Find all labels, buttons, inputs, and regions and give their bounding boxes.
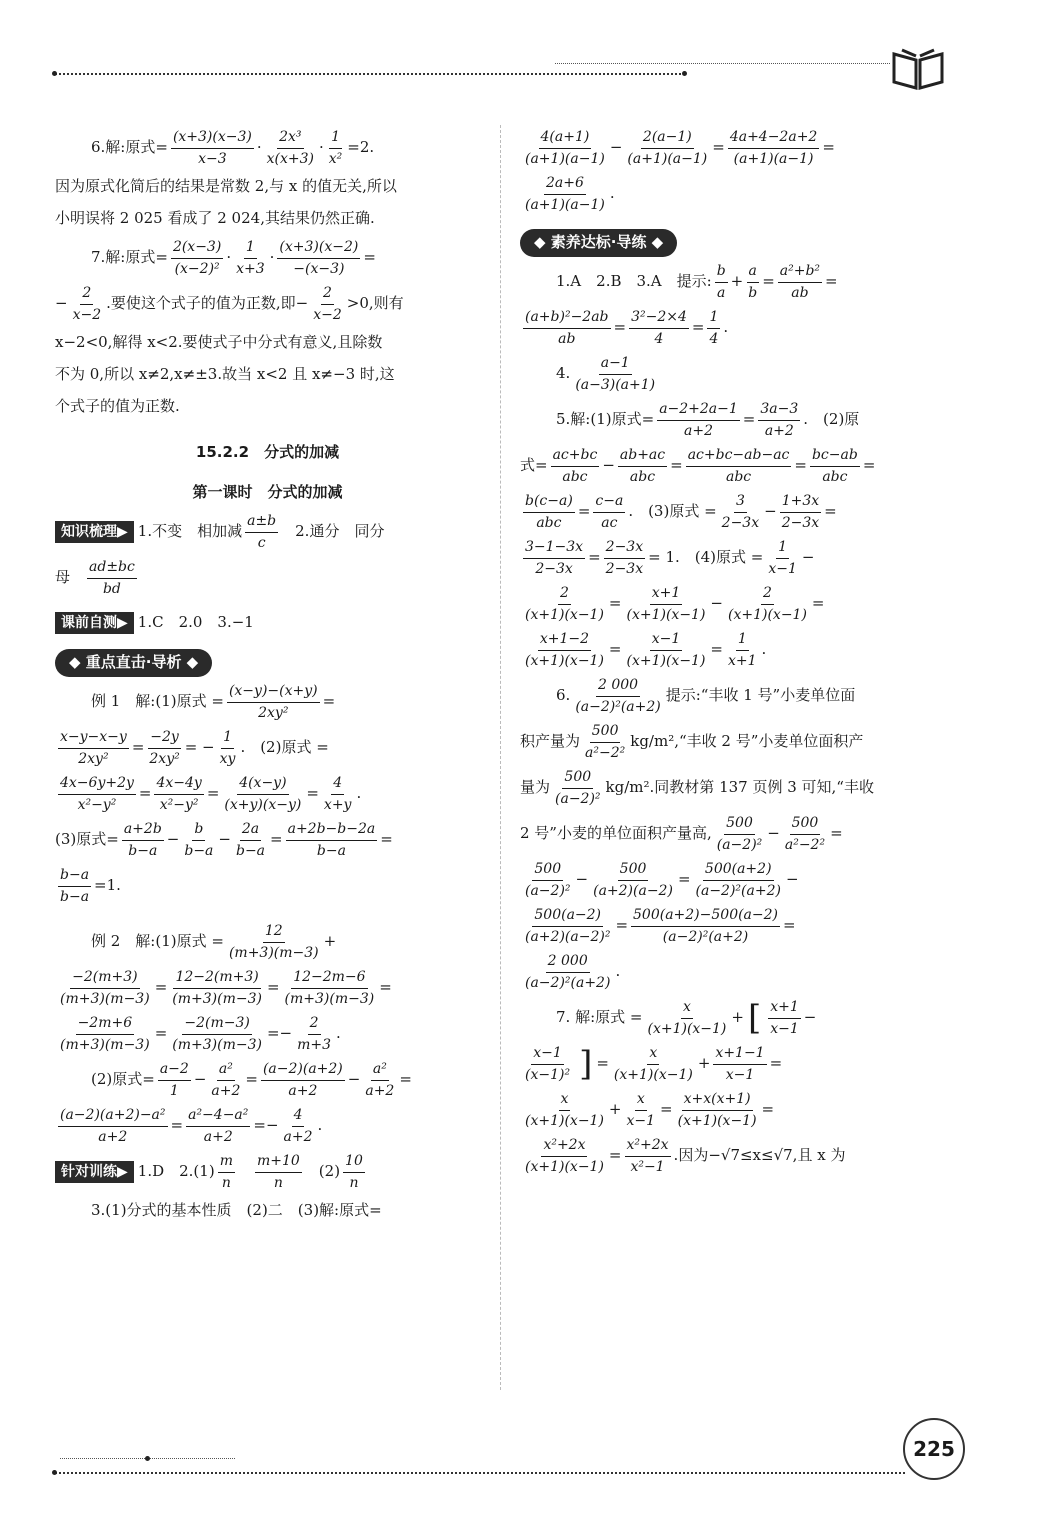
training-1: 1.D 2.(1) [137, 1162, 215, 1181]
s1-frac5: $\frac{\text{3²−2×4}}{4}$ [631, 309, 687, 347]
ex1-label: 例 1 解:(1)原式 = [91, 692, 224, 711]
s5-frac9: $\frac{3}{2-3x}$ [721, 493, 760, 531]
ex1-line5 [55, 863, 480, 909]
s1-frac1: $\frac{b}{a}$ [716, 263, 726, 301]
s7-line4: $\frac{\text{x²+2x}}{(x+1)(x-1)}$ = $\frac{\text{x²+2x}}{\text{x²−1}}$ .因为−√7≤x≤√7,且 x 为 [525, 1137, 846, 1175]
knowledge-frac2: $\frac{ad\pm bc}{bd}$ [89, 559, 135, 597]
training-line1 [55, 1149, 480, 1195]
s6-frac8: $\frac{500(a+2)}{\text{(a−2)²(a+2)}}$ [695, 861, 781, 899]
s7-frac3: $\frac{x-1}{\text{(x−1)²}}$ [525, 1045, 571, 1083]
s5-line6: $\frac{x+1-2}{(x+1)(x-1)}$ = $\frac{x-1}{(x+1)(x-1)}$ = $\frac{1}{x+1}$ . [525, 631, 767, 669]
ex1-frac11: $\frac{2a}{b-a}$ [235, 821, 266, 859]
s7-line1: 7. 解:原式 = $\frac{x}{(x+1)(x-1)}$ + [ $\frac{x+1}{x-1}$ − [520, 995, 945, 1041]
q7-text-b: >0,则有 [346, 294, 404, 313]
ex2-line1: 例 2 解:(1)原式 = $\frac{12}{(m+3)(m-3)}$ + [91, 923, 337, 961]
s5-frac12: $\frac{2-3x}{2-3x}$ [605, 539, 644, 577]
tag-knowledge: 知识梳理▶ [55, 521, 134, 543]
s6-frac6: $\frac{500}{\text{(a−2)²}}$ [525, 861, 571, 899]
q7-text5: 个式子的值为正数. [55, 397, 180, 416]
ex1-line2: $\frac{x-y-x-y}{\text{2xy²}}$ = $\frac{-2y}{\text{2xy²}}$ = − $\frac{1}{xy}$ . (2)原式 = [60, 729, 329, 767]
s6-line2 [520, 719, 945, 765]
ex2-frac4: $\frac{12-2m-6}{(m+3)(m-3)}$ [284, 969, 375, 1007]
ex1-frac1: $\frac{(x-y)-(x+y)}{\text{2xy²}}$ [228, 683, 318, 721]
s7-line3: $\frac{x}{(x+1)(x-1)}$ + $\frac{x}{x-1}$ = $\frac{x+x(x+1)}{(x+1)(x-1)}$ = [525, 1091, 775, 1129]
s5-line1: 5.解:(1)原式= $\frac{a-2+2a-1}{a+2}$ = $\frac{3a-3}{a+2}$ . (2)原 [556, 401, 860, 439]
knowledge-1: 1.不变 相加减 [137, 522, 243, 541]
ex2-frac7: $\frac{2}{m+3}$ [297, 1015, 332, 1053]
s1-answers: 1.A 2.B 3.A 提示: [556, 272, 712, 291]
s7-frac9: $\frac{\text{x²+2x}}{(x+1)(x-1)}$ [525, 1137, 604, 1175]
ex1-frac2: $\frac{x-y-x-y}{\text{2xy²}}$ [60, 729, 127, 767]
s1-frac3: $\frac{\text{a²+b²}}{ab}$ [779, 263, 821, 301]
s5-frac7: $\frac{b(c-a)}{\text{abc}}$ [525, 493, 573, 531]
ex2-frac5: $\frac{-2m+6}{(m+3)(m-3)}$ [60, 1015, 150, 1053]
q7-frac2: $\frac{1}{x+3}$ [236, 239, 265, 277]
knowledge-frac1: $\frac{a\pm b}{c}$ [247, 513, 277, 551]
s7-frac5: $\frac{x+1-1}{x-1}$ [715, 1045, 765, 1083]
banner-focus: ◆ 重点直击·导析 ◆ [55, 649, 212, 677]
ex1-frac13: $\frac{b-a}{b-a}$ [60, 867, 90, 905]
s5-frac13: $\frac{1}{x-1}$ [768, 539, 797, 577]
ex1-frac6: $\frac{4x-4y}{\text{x²−y²}}$ [156, 775, 202, 813]
ex2-part2: (2)原式= [91, 1070, 155, 1089]
knowledge-2: 2.通分 同分 [295, 522, 385, 541]
s6-frac5: $\frac{500}{\text{a²−2²}}$ [784, 815, 826, 853]
ex1-frac9: $\frac{a+2b}{b-a}$ [123, 821, 162, 859]
s7-frac1: $\frac{x}{(x+1)(x-1)}$ [647, 999, 727, 1037]
q7-frac4: $\frac{2}{x-2}$ [72, 285, 102, 323]
q6-frac2: $\frac{\text{2x³}}{x(x+3)}$ [266, 129, 314, 167]
ex1-part2: . (2)原式 = [240, 738, 329, 757]
ex1-part3: (3)原式= [55, 830, 119, 849]
tag-training: 针对训练▶ [55, 1161, 134, 1183]
s5-frac16: $\frac{2}{(x+1)(x-1)}$ [728, 585, 807, 623]
footer-rule [55, 1472, 905, 1474]
right-bracket: ] [579, 1043, 593, 1084]
s5-line3: $\frac{b(c-a)}{\text{abc}}$ = $\frac{c-a}{ac}$ . (3)原式 = $\frac{3}{2-3x}$ − $\frac{1+3x}{2-3x}$ = [525, 493, 837, 531]
ex1-line3: $\frac{4x-6y+2y}{\text{x²−y²}}$ = $\frac{4x-4y}{\text{x²−y²}}$ = $\frac{4(x-y)}{(x+y)(x-y)}$ = $\frac{4}{x+y}$ . [60, 775, 362, 813]
s5-frac10: $\frac{1+3x}{2-3x}$ [781, 493, 820, 531]
banner-quality-row [520, 227, 945, 259]
q6-end: =2. [347, 138, 375, 157]
header-dot [682, 71, 687, 76]
s6-hint3a: 量为 [520, 778, 551, 797]
s5-frac6: $\frac{bc-ab}{\text{abc}}$ [811, 447, 858, 485]
training-2: (2) [318, 1162, 341, 1181]
ex1-line1: 例 1 解:(1)原式 = $\frac{(x-y)-(x+y)}{\text{2xy²}}$ = [91, 683, 336, 721]
q6-frac3: $\frac{1}{\text{x²}}$ [328, 129, 343, 167]
s6-frac10: $\frac{500(a+2)-500(a-2)}{\text{(a−2)²(a+2)}}$ [633, 907, 779, 945]
s6-frac2: $\frac{500}{\text{a²−2²}}$ [585, 723, 626, 761]
footer-dot [52, 1470, 57, 1475]
ex2-frac2: $\frac{-2(m+3)}{(m+3)(m-3)}$ [60, 969, 150, 1007]
s4-frac: $\frac{a-1}{(a-3)(a+1)}$ [575, 355, 656, 393]
s6-label: 6. [556, 686, 571, 705]
knowledge-line2 [55, 555, 480, 601]
s5-label: 5.解:(1)原式= [556, 410, 655, 429]
s6-line6: $\frac{500(a-2)}{\text{(a+2)(a−2)²}}$ = $\frac{500(a+2)-500(a-2)}{\text{(a−2)²(a+2)}}$ = [525, 907, 796, 945]
s1-line2: $\frac{\text{(a+b)²−2ab}}{ab}$ = $\frac{\text{3²−2×4}}{4}$ = $\frac{1}{4}$ . [525, 309, 729, 347]
s5-part2-cont: 式= [520, 456, 548, 475]
s6-hint2a: 积产量为 [520, 732, 581, 751]
ex2-frac8: $\frac{a-2}{1}$ [159, 1061, 189, 1099]
ex2-frac13: $\frac{\text{a²−4−a²}}{a+2}$ [188, 1107, 249, 1145]
s7-text: .因为−√7≤x≤√7,且 x 为 [673, 1146, 846, 1165]
ex2-frac11: $\frac{\text{a²}}{a+2}$ [365, 1061, 395, 1099]
s5-frac1: $\frac{a-2+2a-1}{a+2}$ [659, 401, 738, 439]
ex2-frac1: $\frac{12}{(m+3)(m-3)}$ [228, 923, 319, 961]
s6-frac3: $\frac{500}{\text{(a−2)²}}$ [555, 769, 601, 807]
footer-dot [145, 1456, 150, 1461]
s5-frac2: $\frac{3a-3}{a+2}$ [760, 401, 799, 439]
header-rule-right [555, 63, 890, 64]
q7-text4: 不为 0,所以 x≠2,x≠±3.故当 x<2 且 x≠−3 时,这 [55, 365, 395, 384]
lesson-title: 第一课时 分式的加减 [192, 483, 343, 502]
s5-line4: $\frac{3-1-3x}{2-3x}$ = $\frac{2-3x}{2-3x}$ = 1. (4)原式 = $\frac{1}{x-1}$ − [525, 539, 815, 577]
s6-frac7: $\frac{500}{(a+2)(a-2)}$ [593, 861, 673, 899]
s7-frac6: $\frac{x}{(x+1)(x-1)}$ [525, 1091, 604, 1129]
s5-frac17: $\frac{x+1-2}{(x+1)(x-1)}$ [525, 631, 604, 669]
ex1-line4: (3)原式= $\frac{a+2b}{b-a}$ − $\frac{b}{b-a}$ − $\frac{2a}{b-a}$ = $\frac{a+2b-b-2a}{b-a}$ = [55, 821, 393, 859]
q6-frac1: $\frac{(x+3)(x-3)}{x-3}$ [172, 129, 252, 167]
left-column [55, 125, 480, 1227]
ex2-label: 例 2 解:(1)原式 = [91, 932, 224, 951]
tag-pretest: 课前自测▶ [55, 612, 134, 634]
s5-part2: . (2)原 [803, 410, 860, 429]
s5-frac18: $\frac{x-1}{(x+1)(x-1)}$ [626, 631, 706, 669]
q7-frac1: $\frac{2(x-3)}{\text{(x−2)²}}$ [172, 239, 222, 277]
q7-minus: − [55, 294, 68, 313]
r1-line2: $\frac{2a+6}{(a+1)(a-1)}$ . [525, 175, 615, 213]
ex1-frac5: $\frac{4x-6y+2y}{\text{x²−y²}}$ [60, 775, 134, 813]
q7-line2 [55, 281, 480, 327]
s5-frac5: $\frac{ac+bc-ab-ac}{\text{abc}}$ [687, 447, 790, 485]
left-bracket: [ [747, 997, 762, 1038]
header-dot [52, 71, 57, 76]
s7-frac10: $\frac{\text{x²+2x}}{\text{x²−1}}$ [626, 1137, 669, 1175]
s6-frac1: $\frac{2 000}{\text{(a−2)²(a+2)}}$ [575, 677, 661, 715]
s1-frac4: $\frac{\text{(a+b)²−2ab}}{ab}$ [525, 309, 609, 347]
s6-line3 [520, 765, 945, 811]
q6-line1: 6.解:原式= $\frac{(x+3)(x-3)}{x-3}$ · $\frac{\text{2x³}}{x(x+3)}$ · $\frac{1}{\text{x²}}$ =2. [91, 129, 375, 167]
q6-text1: 因为原式化简后的结果是常数 2,与 x 的值无关,所以 [55, 177, 397, 196]
ex2-frac14: $\frac{4}{a+2}$ [283, 1107, 313, 1145]
s5-frac11: $\frac{3-1-3x}{2-3x}$ [525, 539, 584, 577]
column-divider [500, 125, 501, 1390]
s6-line4: 2 号”小麦的单位面积产量高, $\frac{500}{\text{(a−2)²}}$ − $\frac{500}{\text{a²−2²}}$ = [520, 815, 843, 853]
s5-frac19: $\frac{1}{x+1}$ [728, 631, 757, 669]
page-number: 225 [903, 1418, 965, 1480]
knowledge-line1 [55, 509, 480, 555]
q7-frac5: $\frac{2}{x-2}$ [313, 285, 342, 323]
ex1-frac7: $\frac{4(x-y)}{(x+y)(x-y)}$ [224, 775, 302, 813]
q7-text3: x−2<0,解得 x<2.要使式子中分式有意义,且除数 [55, 333, 383, 352]
ex1-end: =1. [94, 876, 121, 895]
s6-frac11: $\frac{2 000}{\text{(a−2)²(a+2)}}$ [525, 953, 611, 991]
ex2-frac6: $\frac{-2(m-3)}{(m+3)(m-3)}$ [172, 1015, 262, 1053]
ex2-frac10: $\frac{(a-2)(a+2)}{a+2}$ [262, 1061, 343, 1099]
ex2-line4: (2)原式= $\frac{a-2}{1}$ − $\frac{\text{a²}}{a+2}$ = $\frac{(a-2)(a+2)}{a+2}$ − $\frac{\text{a²}}{a+2}$ = [91, 1061, 412, 1099]
q7-line1: 7.解:原式= $\frac{2(x-3)}{\text{(x−2)²}}$ · $\frac{1}{x+3}$ · $\frac{(x+3)(x-2)}{-(x-3)}$ = [91, 239, 376, 277]
s4-line [520, 351, 945, 397]
s6-hint2b: kg/m²,“丰收 2 号”小麦单位面积产 [630, 732, 864, 751]
s5-part4: = 1. (4)原式 = [648, 548, 764, 567]
r1-frac3: $\frac{4a+4-2a+2}{(a+1)(a-1)}$ [729, 129, 818, 167]
s6-hint4: 2 号”小麦的单位面积产量高, [520, 824, 712, 843]
s6-line5: $\frac{500}{\text{(a−2)²}}$ − $\frac{500}{(a+2)(a-2)}$ = $\frac{500(a+2)}{\text{(a−2)²(a+2)}}$ − [525, 861, 799, 899]
s1-frac2: $\frac{a}{b}$ [748, 263, 758, 301]
ex1-frac10: $\frac{b}{b-a}$ [184, 821, 214, 859]
s5-frac8: $\frac{c-a}{ac}$ [595, 493, 624, 531]
s5-frac15: $\frac{x+1}{(x+1)(x-1)}$ [626, 585, 706, 623]
ex2-frac12: $\frac{\text{(a−2)(a+2)−a²}}{a+2}$ [60, 1107, 166, 1145]
s7-frac4: $\frac{x}{(x+1)(x-1)}$ [613, 1045, 693, 1083]
s6-line7: $\frac{2 000}{\text{(a−2)²(a+2)}}$ . [525, 953, 621, 991]
s1-frac6: $\frac{1}{4}$ [709, 309, 719, 347]
s7-frac8: $\frac{x+x(x+1)}{(x+1)(x-1)}$ [677, 1091, 757, 1129]
banner-quality: ◆ 素养达标·导练 ◆ [520, 229, 677, 257]
s5-frac3: $\frac{ac+bc}{\text{abc}}$ [552, 447, 598, 485]
banner-focus-row [55, 647, 480, 679]
s5-frac14: $\frac{2}{(x+1)(x-1)}$ [525, 585, 604, 623]
ex1-frac12: $\frac{a+2b-b-2a}{b-a}$ [287, 821, 376, 859]
s6-hint3b: kg/m².同教材第 137 页例 3 可知,“丰收 [605, 778, 874, 797]
q7-label: 7.解:原式= [91, 248, 168, 267]
training-frac2: $\frac{m+10}{n}$ [256, 1153, 300, 1191]
ex1-frac4: $\frac{1}{xy}$ [219, 729, 236, 767]
header-rule-left [55, 73, 685, 75]
q6-label: 6.解:原式= [91, 138, 168, 157]
ex2-line2: $\frac{-2(m+3)}{(m+3)(m-3)}$ = $\frac{12-2(m+3)}{(m+3)(m-3)}$ = $\frac{12-2m-6}{(m+3)(m-3)}$ = [60, 969, 392, 1007]
s6-frac9: $\frac{500(a-2)}{\text{(a+2)(a−2)²}}$ [525, 907, 611, 945]
r1-line1: $\frac{4(a+1)}{(a+1)(a-1)}$ − $\frac{2(a-1)}{(a+1)(a-1)}$ = $\frac{4a+4-2a+2}{(a+1)(a-1)}$ = [525, 129, 835, 167]
ex2-line3: $\frac{-2m+6}{(m+3)(m-3)}$ = $\frac{-2(m-3)}{(m+3)(m-3)}$ =− $\frac{2}{m+3}$ . [60, 1015, 341, 1053]
pretest-line [55, 607, 480, 639]
s7-frac7: $\frac{x}{x-1}$ [626, 1091, 656, 1129]
ex2-line5: $\frac{\text{(a−2)(a+2)−a²}}{a+2}$ = $\frac{\text{a²−4−a²}}{a+2}$ =− $\frac{4}{a+2}$ . [60, 1107, 323, 1145]
r1-frac1: $\frac{4(a+1)}{(a+1)(a-1)}$ [525, 129, 605, 167]
knowledge-3: 母 [55, 568, 71, 587]
s4-label: 4. [556, 364, 571, 383]
s7-label: 7. 解:原式 = [556, 1008, 643, 1027]
q6-text2: 小明误将 2 025 看成了 2 024,其结果仍然正确. [55, 209, 375, 228]
pretest-answers: 1.C 2.0 3.−1 [137, 613, 254, 632]
training-line2: 3.(1)分式的基本性质 (2)二 (3)解:原式= [91, 1201, 382, 1220]
s6-line1 [520, 673, 945, 719]
ex2-frac9: $\frac{\text{a²}}{a+2}$ [211, 1061, 241, 1099]
training-frac1: $\frac{m}{n}$ [219, 1153, 233, 1191]
s6-frac4: $\frac{500}{\text{(a−2)²}}$ [716, 815, 763, 853]
ex2-frac3: $\frac{12-2(m+3)}{(m+3)(m-3)}$ [172, 969, 262, 1007]
s5-frac4: $\frac{ab+ac}{\text{abc}}$ [619, 447, 666, 485]
book-icon [890, 46, 946, 96]
s5-line5: $\frac{2}{(x+1)(x-1)}$ = $\frac{x+1}{(x+1)(x-1)}$ − $\frac{2}{(x+1)(x-1)}$ = [525, 585, 825, 623]
r1-frac2: $\frac{2(a-1)}{(a+1)(a-1)}$ [627, 129, 708, 167]
section-title: 15.2.2 分式的加减 [195, 443, 340, 462]
s1-line1: 1.A 2.B 3.A 提示: $\frac{b}{a}$ + $\frac{a}{b}$ = $\frac{\text{a²+b²}}{ab}$ = [556, 263, 838, 301]
s7-line2: $\frac{x-1}{\text{(x−1)²}}$ ] = $\frac{x}{(x+1)(x-1)}$ + $\frac{x+1-1}{x-1}$ = [520, 1041, 945, 1087]
s6-hint1: 提示:“丰收 1 号”小麦单位面 [665, 686, 856, 705]
s5-part3: . (3)原式 = [628, 502, 717, 521]
s5-line2: 式= $\frac{ac+bc}{\text{abc}}$ − $\frac{ab+ac}{\text{abc}}$ = $\frac{ac+bc-ab-ac}{\text{abc}}$ = $\frac{bc-ab}{\text{abc}}$ = [520, 447, 876, 485]
ex1-frac3: $\frac{-2y}{\text{2xy²}}$ [149, 729, 180, 767]
training-frac3: $\frac{10}{n}$ [345, 1153, 363, 1191]
q7-frac3: $\frac{(x+3)(x-2)}{-(x-3)}$ [279, 239, 359, 277]
s7-frac2: $\frac{x+1}{x-1}$ [770, 999, 799, 1037]
q7-text-a: .要使这个式子的值为正数,即− [106, 294, 309, 313]
r1-frac4: $\frac{2a+6}{(a+1)(a-1)}$ [525, 175, 605, 213]
right-column [520, 125, 945, 1179]
ex1-frac8: $\frac{4}{x+y}$ [323, 775, 352, 813]
